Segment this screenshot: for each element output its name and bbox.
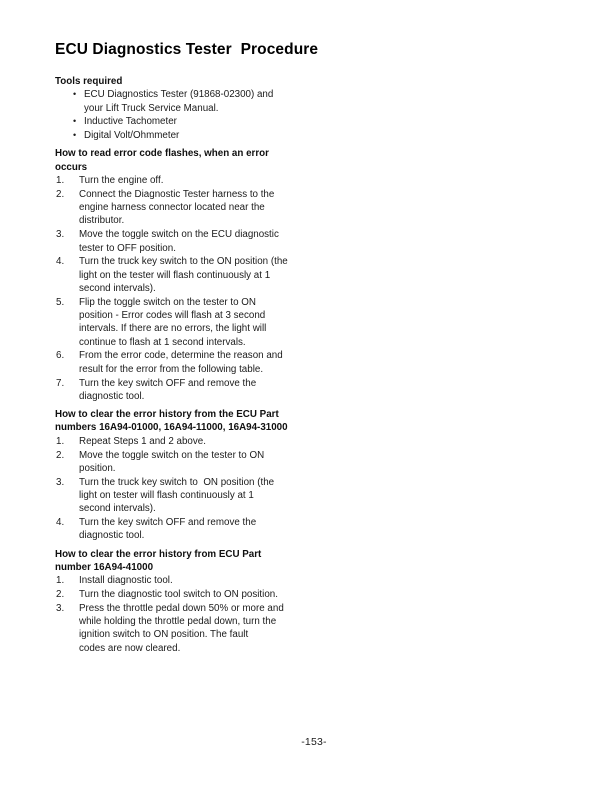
item-text	[79, 476, 355, 516]
item-text	[79, 349, 355, 376]
item-number: 4.	[56, 256, 65, 268]
heading-line: How to read error code flashes, when an error	[55, 148, 269, 160]
bullet-icon: •	[73, 116, 77, 127]
section	[55, 408, 355, 542]
item-line: tester to OFF position.	[79, 242, 176, 254]
bullet-list	[55, 88, 355, 142]
item-line: Repeat Steps 1 and 2 above.	[79, 435, 206, 447]
item-line: From the error code, determine the reason and	[79, 350, 283, 362]
item-line: ECU Diagnostics Tester (91868-02300) and	[84, 89, 274, 101]
item-line: Turn the engine off.	[79, 175, 164, 187]
item-text	[79, 255, 355, 295]
item-text	[79, 449, 355, 476]
list-item	[55, 476, 355, 516]
item-line: Digital Volt/Ohmmeter	[84, 130, 180, 142]
item-line: Inductive Tachometer	[84, 116, 177, 128]
item-text	[79, 228, 355, 255]
item-text	[79, 377, 355, 404]
section-heading	[55, 75, 355, 88]
list-item	[55, 602, 355, 655]
item-text	[84, 129, 355, 142]
item-line: Move the toggle switch on the tester to ON	[79, 449, 265, 461]
sections	[55, 75, 355, 655]
item-number: 5.	[56, 296, 65, 308]
bullet-icon: •	[73, 89, 77, 100]
heading-line: number 16A94-41000	[55, 561, 154, 573]
item-line: Turn the truck key switch to the ON position (the	[79, 256, 288, 268]
item-line: position.	[79, 462, 116, 474]
item-number: 3.	[56, 229, 65, 241]
item-text	[79, 174, 355, 187]
list-item	[55, 435, 355, 448]
item-line: Turn the diagnostic tool switch to ON position.	[79, 588, 278, 600]
list-item	[55, 296, 355, 349]
heading-line: occurs	[55, 161, 88, 173]
item-text	[79, 296, 355, 349]
item-line: Press the throttle pedal down 50% or more and	[79, 602, 284, 614]
heading-line: How to clear the error history from the ECU Part	[55, 409, 279, 421]
item-line: Flip the toggle switch on the tester to ON	[79, 296, 256, 308]
section-heading	[55, 147, 355, 174]
item-line: Move the toggle switch on the ECU diagnostic	[79, 229, 279, 241]
item-text	[79, 435, 355, 448]
item-line: second intervals).	[79, 503, 156, 515]
item-line: your Lift Truck Service Manual.	[84, 102, 219, 114]
item-line: position - Error codes will flash at 3 second	[79, 310, 266, 322]
list-item	[55, 255, 355, 295]
list-item	[55, 588, 355, 601]
item-line: second intervals).	[79, 282, 156, 294]
item-number: 2.	[56, 188, 65, 200]
item-line: light on the tester will flash continuously at 1	[79, 269, 271, 281]
item-line: Install diagnostic tool.	[79, 575, 173, 587]
list-item	[55, 174, 355, 187]
item-number: 3.	[56, 476, 65, 488]
item-line: while holding the throttle pedal down, turn the	[79, 616, 277, 628]
document-content	[0, 0, 355, 655]
list-item	[55, 377, 355, 404]
item-number: 7.	[56, 377, 65, 389]
item-number: 4.	[56, 517, 65, 528]
item-line: Turn the key switch OFF and remove the	[79, 517, 257, 528]
item-text	[79, 574, 355, 587]
section-heading	[55, 548, 355, 575]
heading-line: numbers 16A94-01000, 16A94-11000, 16A94-31000	[55, 422, 288, 434]
item-number: 1.	[56, 175, 65, 187]
heading-line: Tools required	[55, 76, 123, 87]
list-item	[55, 449, 355, 476]
item-line: diagnostic tool.	[79, 390, 145, 402]
item-line: diagnostic tool.	[79, 530, 145, 542]
item-number: 1.	[56, 435, 65, 447]
page-number: -153-	[301, 736, 327, 748]
heading-line: How to clear the error history from ECU Part	[55, 548, 262, 560]
item-text	[79, 516, 355, 543]
item-line: distributor.	[79, 215, 125, 227]
item-number: 3.	[56, 602, 65, 614]
numbered-list	[55, 435, 355, 543]
item-line: codes are now cleared.	[79, 642, 181, 654]
item-line: continue to flash at 1 second intervals.	[79, 336, 246, 348]
item-text	[84, 88, 355, 115]
numbered-list	[55, 574, 355, 655]
list-item	[55, 188, 355, 228]
bullet-icon: •	[73, 130, 77, 141]
section	[55, 147, 355, 403]
item-line: result for the error from the following table.	[79, 363, 264, 375]
list-item	[55, 228, 355, 255]
page-title: ECU Diagnostics Tester Procedure	[55, 41, 319, 58]
item-number: 2.	[56, 588, 65, 600]
item-number: 2.	[56, 449, 65, 461]
item-line: engine harness connector located near the	[79, 202, 265, 214]
item-line: light on tester will flash continuously at 1	[79, 489, 254, 501]
list-item	[55, 349, 355, 376]
numbered-list	[55, 174, 355, 403]
item-text	[79, 588, 355, 601]
section-heading	[55, 408, 355, 435]
item-line: Turn the truck key switch to ON position (the	[79, 476, 275, 488]
list-item	[55, 129, 355, 142]
list-item	[55, 574, 355, 587]
item-number: 6.	[56, 350, 65, 362]
item-line: ignition switch to ON position. The fault	[79, 629, 249, 641]
section	[55, 75, 355, 142]
item-line: Connect the Diagnostic Tester harness to the	[79, 188, 275, 200]
item-text	[79, 188, 355, 228]
item-number: 1.	[56, 575, 65, 587]
item-text	[84, 115, 355, 128]
item-text	[79, 602, 355, 655]
list-item	[55, 88, 355, 115]
item-line: Turn the key switch OFF and remove the	[79, 377, 257, 389]
list-item	[55, 516, 355, 543]
list-item	[55, 115, 355, 128]
item-line: intervals. If there are no errors, the light will	[79, 323, 267, 335]
section	[55, 548, 355, 655]
